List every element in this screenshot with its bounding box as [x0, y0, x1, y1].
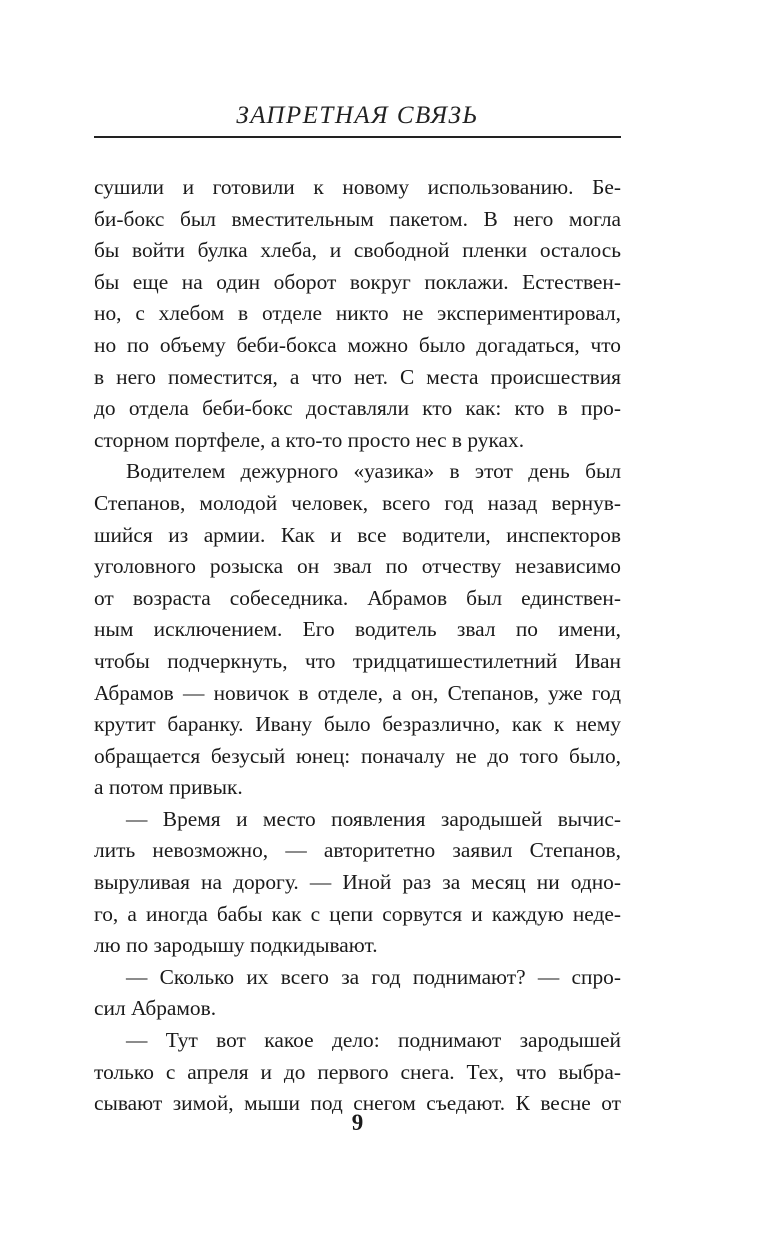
text-line: шийся из армии. Как и все водители, инспекторов	[94, 522, 621, 547]
text-line: выруливая на дорогу. — Иной раз за месяц ни одно-	[94, 870, 621, 895]
text-line: уголовного розыска он звал по отчеству независимо	[94, 554, 621, 579]
text-line: — Время и место появления зародышей вычис-	[126, 806, 621, 831]
text-line: крутит баранку. Ивану было безразлично, как к нему	[94, 712, 621, 737]
header-rule	[94, 136, 621, 138]
page-number: 9	[351, 1110, 364, 1135]
text-line: Степанов, молодой человек, всего год назад вернув-	[94, 490, 621, 515]
text-line: — Тут вот какое дело: поднимают зародышей	[126, 1028, 621, 1053]
text-line: от возраста собеседника. Абрамов был единствен-	[94, 585, 621, 610]
text-line: сывают зимой, мыши под снегом съедают. К весне от	[94, 1091, 621, 1116]
text-line: до отдела беби-бокс доставляли кто как: кто в про-	[94, 396, 621, 421]
text-line: ным исключением. Его водитель звал по имени,	[94, 617, 621, 642]
text-line: бы войти булка хлеба, и свободной пленки осталось	[94, 238, 621, 263]
text-line: только с апреля и до первого снега. Тех, что выбра-	[94, 1059, 621, 1084]
text-line: лить невозможно, — авторитетно заявил Степанов,	[94, 838, 621, 863]
book-page	[94, 0, 621, 1240]
text-line: сторном портфеле, а кто-то просто нес в руках.	[94, 427, 525, 452]
text-line: го, а иногда бабы как с цепи сорвутся и каждую неде-	[94, 901, 621, 926]
body-text	[94, 172, 621, 1120]
text-line: бы еще на один оборот вокруг поклажи. Естествен-	[94, 269, 621, 294]
text-line: а потом привык.	[94, 775, 243, 800]
text-line: — Сколько их всего за год поднимают? — спро-	[126, 964, 621, 989]
text-line: но, с хлебом в отделе никто не экспериментировал,	[94, 301, 621, 326]
text-line: обращается безусый юнец: поначалу не до того было,	[94, 743, 621, 768]
text-line: чтобы подчеркнуть, что тридцатишестилетний Иван	[94, 648, 621, 673]
text-line: сушили и готовили к новому использованию. Бе-	[94, 175, 621, 199]
text-line: би-бокс был вместительным пакетом. В него могла	[94, 206, 621, 231]
text-line: в него поместится, а что нет. С места происшествия	[94, 364, 621, 389]
text-line: сил Абрамов.	[94, 996, 217, 1021]
text-line: Абрамов — новичок в отделе, а он, Степанов, уже год	[94, 680, 621, 705]
text-line: Водителем дежурного «уазика» в этот день был	[126, 459, 621, 484]
text-line: лю по зародышу подкидывают.	[94, 933, 378, 958]
text-line: но по объему беби-бокса можно было догадаться, что	[94, 332, 621, 357]
running-title: ЗАПРЕТНАЯ СВЯЗЬ	[236, 102, 479, 129]
